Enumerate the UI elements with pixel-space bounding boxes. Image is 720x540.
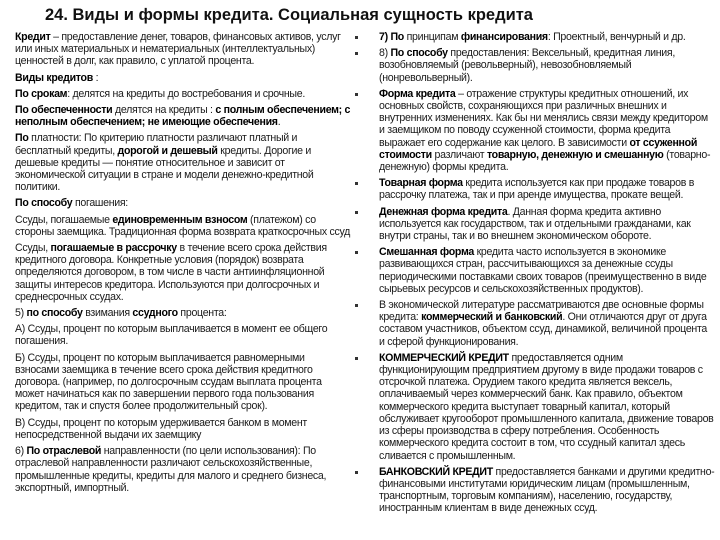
bold-text: финансирования bbox=[460, 31, 548, 43]
text: кредита используется как при продаже товаров в рассрочку платежа, так и при аренде имущества, прокате вещей. bbox=[379, 177, 695, 202]
paragraph bbox=[15, 352, 351, 413]
text: . Они отличаются друг от друга составом участников, объектом ссуд, динамикой, величиной процента и сферой функционирования. bbox=[379, 311, 707, 348]
paragraph bbox=[15, 132, 351, 193]
bold-text: По отраслевой bbox=[26, 445, 102, 458]
bullet-icon bbox=[355, 304, 358, 307]
text: платности: По критерию платности различают платный и бесплатный кредиты, bbox=[15, 132, 298, 157]
bold-text: с полным обеспечением; с неполным обеспечением; не имеющие обеспечения bbox=[15, 104, 351, 129]
paragraph bbox=[15, 307, 351, 319]
paragraph bbox=[15, 242, 351, 303]
text: принципам bbox=[403, 31, 461, 43]
text: Ссуды, погашаемые bbox=[15, 213, 113, 226]
bold-text: 7) По bbox=[379, 31, 404, 43]
bold-text: по способу bbox=[26, 307, 83, 320]
text: 5) bbox=[15, 307, 27, 320]
page-title: 24. Виды и формы кредита. Социальная сущность кредита bbox=[45, 6, 533, 24]
paragraph bbox=[379, 206, 715, 243]
paragraph bbox=[379, 466, 715, 515]
bold-text: КОММЕРЧЕСКИЙ КРЕДИТ bbox=[379, 351, 509, 364]
paragraph bbox=[379, 31, 715, 43]
bold-text: Виды кредитов bbox=[15, 71, 93, 84]
bullet-icon bbox=[355, 36, 358, 39]
paragraph bbox=[15, 88, 351, 100]
text: В экономической литературе рассматриваются две основные формы кредита: bbox=[379, 299, 704, 324]
bold-text: Кредит bbox=[15, 31, 51, 43]
bold-text: По срокам bbox=[15, 87, 68, 100]
paragraph bbox=[379, 352, 715, 462]
bold-text: единовременным взносом bbox=[112, 213, 248, 226]
bold-text: погашаемые в рассрочку bbox=[50, 242, 177, 255]
text: (платежом) со стороны заемщика. Традиционная форма возврата краткосрочных ссуд bbox=[15, 213, 351, 238]
paragraph bbox=[379, 47, 715, 84]
text: (товарно-денежную) формы кредита. bbox=[379, 148, 711, 174]
bold-text: дорогой и дешевый bbox=[117, 144, 218, 157]
bullet-icon bbox=[355, 471, 358, 474]
text: . bbox=[277, 116, 281, 129]
bullet-icon bbox=[355, 182, 358, 185]
bold-text: По bbox=[15, 132, 29, 145]
paragraph bbox=[15, 417, 351, 441]
bullet-icon bbox=[355, 357, 358, 360]
bold-text: от ссуженной стоимости bbox=[379, 136, 698, 161]
text: В) Ссуды, процент по которым удерживается банком в момент непосредственной выдачи их заемщику bbox=[15, 416, 307, 441]
bold-text: По способу bbox=[390, 47, 448, 60]
paragraph bbox=[379, 246, 715, 295]
bold-text: товарную, денежную и смешанную bbox=[486, 148, 664, 161]
text: делятся на кредиты : bbox=[112, 104, 216, 117]
text: 6) bbox=[15, 445, 27, 458]
text: – предоставление денег, товаров, финансовых активов, услуг или иных материальных и нематериальных (интеллектуальных) ценностей в долг, как правило, с уплатой процента. bbox=[15, 31, 341, 68]
bold-text: коммерческий и банковский bbox=[421, 311, 563, 324]
text: : bbox=[92, 71, 99, 84]
bullet-icon bbox=[355, 251, 358, 254]
bullet-icon bbox=[355, 52, 358, 55]
text: кредита часто используется в экономике развивающихся стран, рассчитывающихся за денежные ссуды периодическими поставками своих товаров (преимущественно в виде сырьевых ресурсов и сельскохозяйственных продуктов). bbox=[379, 246, 707, 295]
text: : делятся на кредиты до востребования и срочные. bbox=[67, 87, 305, 100]
bold-text: БАНКОВСКИЙ КРЕДИТ bbox=[379, 465, 493, 478]
text: в течение всего срока действия кредитного договора. Конкретные условия (порядок) возврата определяются договором, в том числе в части антиинфляционной защиты интересов кредитора. Используются при долгосрочных и среднесрочных ссудах. bbox=[15, 242, 327, 303]
text: направленности (по цели использования): По отраслевой направленности различают сельскохозяйственные, промышленные кредиты, кредиты для малого и среднего бизнеса, экспортный, импортный. bbox=[15, 445, 327, 494]
bold-text: По способу bbox=[15, 197, 73, 210]
bold-text: ссудного bbox=[132, 307, 178, 320]
paragraph bbox=[15, 104, 351, 128]
text: Б) Ссуды, процент по которым выплачивается равномерными взносами заемщика в течение всего срока действия кредитного договора. (например, по долгосрочным ссудам выплата процента может начинаться как по завершении первого года пользования кредитом, так и спустя более продолжительный срок). bbox=[15, 351, 322, 413]
paragraph bbox=[379, 299, 715, 348]
text: предоставления: Вексельный, кредитная линия, возобновляемый (револьверный), невозобновляемый (нонревольверный). bbox=[379, 47, 675, 84]
bold-text: По обеспеченности bbox=[15, 104, 113, 117]
text: предоставляется банками и другими кредитно-финансовыми институтами юридическим лицам (промышленным, транспортным, торговым компаниям), населению, государству, иностранным клиентам в виде денежных ссуд. bbox=[379, 465, 715, 515]
text: Ссуды, bbox=[15, 242, 51, 255]
bullet-icon bbox=[355, 211, 358, 214]
paragraph bbox=[15, 323, 351, 347]
bold-text: Товарная форма bbox=[379, 177, 463, 190]
paragraph bbox=[15, 72, 351, 84]
text: – отражение структуры кредитных отношений, их основных свойств, сохраняющихся при различных внешних и внутренних изменениях. Как бы ни менялись связи между кредитором и заемщиком по поводу ссуженной стоимости, форма кредита выражает его содержание как целого. В зависимости bbox=[379, 87, 708, 149]
text: . Данная форма кредита активно используется как государством, так и отдельными гражданами, как внутри страны, так и во внешнем экономическом обороте. bbox=[379, 205, 691, 243]
bold-text: Форма кредита bbox=[379, 87, 456, 100]
paragraph bbox=[379, 177, 715, 201]
text: А) Ссуды, процент по которым выплачивается в момент ее общего погашения. bbox=[15, 323, 328, 348]
text: 8) bbox=[379, 47, 391, 60]
paragraph bbox=[15, 214, 351, 238]
bullet-icon bbox=[355, 93, 358, 96]
text: кредиты. Дорогие и дешевые кредиты — понятие относительное и зависит от экономической ситуации в стране и модели денежно-кредитной политики. bbox=[15, 144, 314, 194]
text: : Проектный, венчурный и др. bbox=[547, 31, 686, 43]
bold-text: Смешанная форма bbox=[379, 246, 474, 259]
text: различают bbox=[431, 148, 487, 161]
text: погашения: bbox=[72, 197, 128, 210]
text: процента: bbox=[177, 307, 227, 320]
text: взимания bbox=[82, 307, 133, 320]
right-column bbox=[379, 31, 715, 519]
left-column bbox=[15, 31, 351, 498]
bold-text: Денежная форма кредита bbox=[379, 205, 508, 218]
paragraph bbox=[15, 197, 351, 209]
paragraph bbox=[379, 88, 715, 173]
paragraph bbox=[15, 445, 351, 494]
paragraph bbox=[15, 31, 351, 68]
text: предоставляется одним функционирующим предприятием другому в виде продажи товаров с отсрочкой платежа. Орудием такого кредита является вексель, оплачиваемый через коммерческий банк. Как правило, объектом коммерческого кредита выступает товарный капитал, который обслуживает кругооборот промышленного капитала, движение товаров из сферы производства в сферу потребления. Особенность коммерческого кредита состоит в том, что ссудный капитал здесь сливается с промышленным. bbox=[379, 351, 714, 462]
